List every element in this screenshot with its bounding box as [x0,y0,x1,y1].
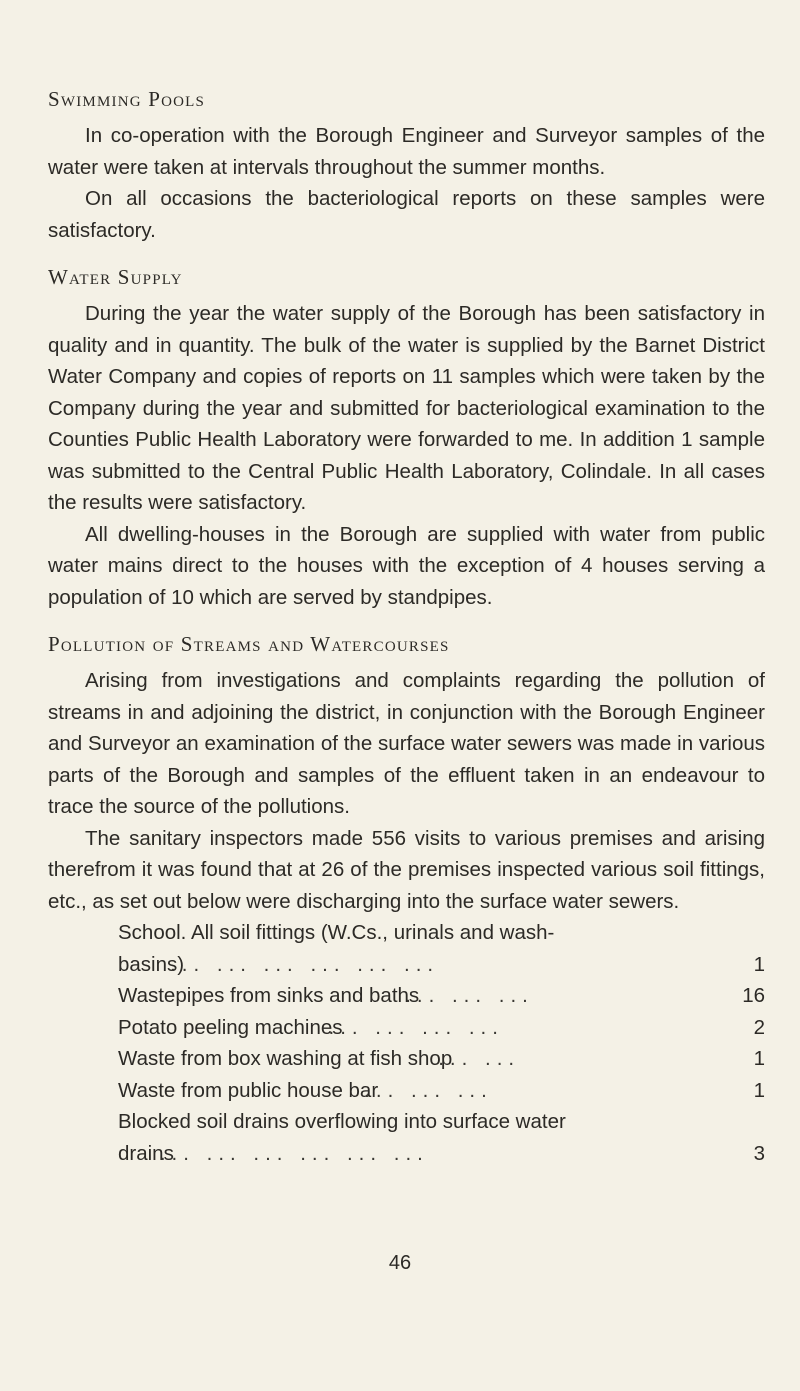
section-water-supply [48,262,765,613]
item-count: 2 [753,1015,765,1039]
item-row [118,1075,765,1107]
leader-dots: ... ... ... ... ... ... [170,952,440,976]
leader-dots: ... ... ... [405,984,534,1007]
item-row [118,1043,765,1075]
item-count: 1 [753,1078,765,1102]
list-item [118,1106,765,1169]
page-number: 46 [388,1252,412,1274]
item-row [118,980,765,1012]
document-page [48,84,765,1185]
section-heading: Pollution of Streams and Watercourses [48,632,450,656]
leader-dots: ... ... [438,1047,521,1070]
premises-list [118,917,765,1169]
item-count: 16 [742,984,765,1007]
leader-dots: ... ... ... ... ... ... [159,1141,429,1165]
section-heading: Water Supply [48,265,183,289]
list-item [118,917,765,980]
leader-dots: ... ... ... ... [328,1015,504,1039]
item-count: 1 [753,1047,765,1070]
item-label-line: Blocked soil drains overflowing into surface water [118,1110,566,1133]
paragraph: All dwelling-houses in the Borough are supplied with water from public water mains direct to the houses with the exception of 4 houses serving a population of 10 which are served by standpipes. [48,522,765,609]
list-item [118,980,765,1012]
item-row [118,1138,765,1170]
item-label: drains [118,1141,174,1165]
item-count: 3 [753,1141,765,1165]
item-label: Wastepipes from sinks and baths [118,984,420,1007]
item-label: Waste from public house bar [118,1078,379,1102]
paragraph: During the year the water supply of the Borough has been satisfactory in quality and in quantity. The bulk of the water is supplied by the Barnet District Water Company and copies of reports on 11 samples which were taken by the Company during the year and submitted for bacteriological examination to the Counties Public Health Laboratory were forwarded to me. In addition 1 sample was submitted to the Central Public Health Laboratory, Colindale. In all cases the results were satisfactory. [48,302,765,514]
leader-dots: ... ... ... [364,1078,493,1102]
item-row [118,949,765,981]
paragraph: In co-operation with the Borough Engineer and Surveyor samples of the water were taken at intervals throughout the summer months. [48,124,765,179]
section-heading: Swimming Pools [48,87,206,111]
item-row [118,1012,765,1044]
item-label: basins) [118,952,185,976]
item-label: Waste from box washing at fish shop [118,1047,453,1070]
list-item [118,1012,765,1044]
paragraph: Arising from investigations and complaints regarding the pollution of streams in and adjoining the district, in conjunction with the Borough Engineer and Surveyor an examination of the surface water sewers was made in various parts of the Borough and samples of the effluent taken in an endeavour to trace the source of the pollutions. [48,669,765,818]
list-item [118,1043,765,1075]
list-item [118,1075,765,1107]
item-label-line: School. All soil fittings (W.Cs., urinals and wash- [118,921,555,944]
section-pollution [48,629,765,1169]
item-count: 1 [753,952,765,976]
paragraph: On all occasions the bacteriological reports on these samples were satisfactory. [48,187,765,242]
paragraph: The sanitary inspectors made 556 visits to various premises and arising therefrom it was found that at 26 of the premises inspected various soil fittings, etc., as set out below were discharging into the surface water sewers. [48,826,765,913]
section-swimming-pools [48,84,765,246]
item-label: Potato peeling machines [118,1015,343,1039]
